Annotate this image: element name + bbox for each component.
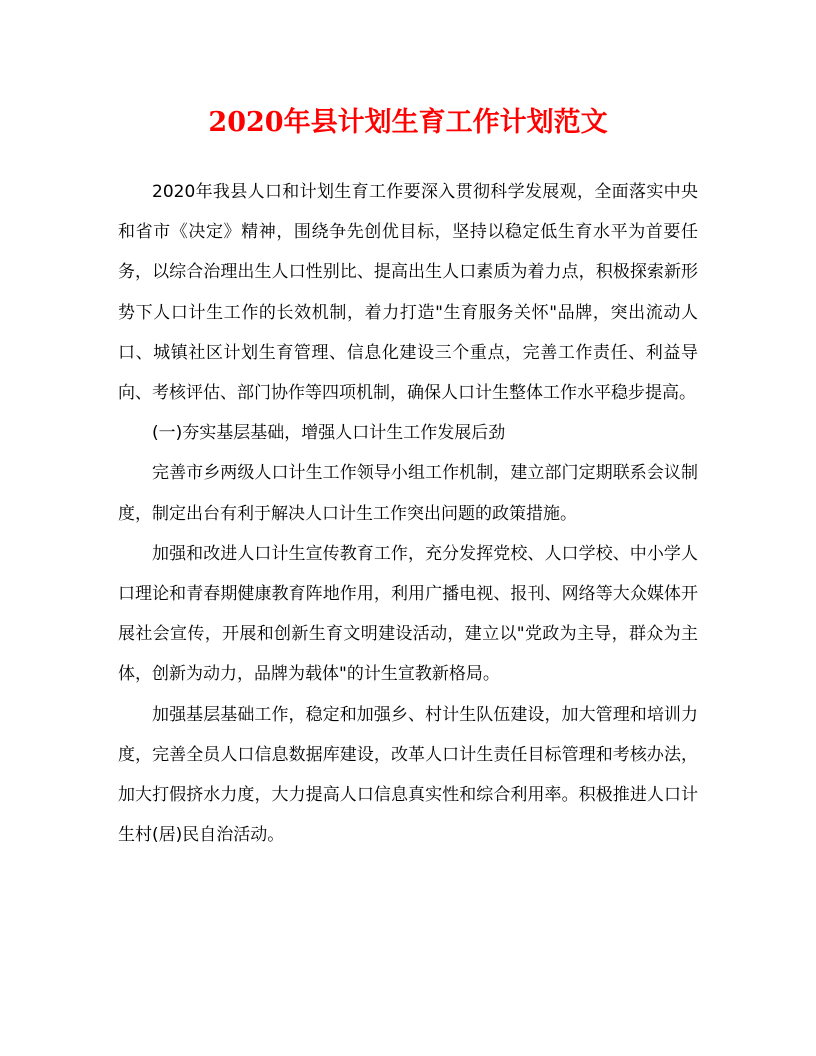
paragraph-grassroots: 加强基层基础工作，稳定和加强乡、村计生队伍建设，加大管理和培训力度，完善全员人口信息数据库建设，改革人口计生责任目标管理和考核办法，加大打假挤水力度，大力提高人口信息真实性和综合利用率。积极推进人口计生村(居)民自治活动。: [118, 704, 698, 846]
section-heading: (一)夯实基层基础，增强人口计生工作发展后劲: [152, 423, 506, 444]
paragraph-publicity: 加强和改进人口计生宣传教育工作，充分发挥党校、人口学校、中小学人口理论和青春期健康教育阵地作用，利用广播电视、报刊、网络等大众媒体开展社会宣传，开展和创新生育文明建设活动，建立以"党政为主导，群众为主体，创新为动力，品牌为载体"的计生宣教新格局。: [118, 543, 698, 685]
document-body: [118, 172, 698, 855]
paragraph-mechanism: 完善市乡两级人口计生工作领导小组工作机制，建立部门定期联系会议制度，制定出台有利于解决人口计生工作突出问题的政策措施。: [118, 463, 698, 524]
paragraph-intro: 2020年我县人口和计划生育工作要深入贯彻科学发展观，全面落实中央和省市《决定》精神，围绕争先创优目标，坚持以稳定低生育水平为首要任务，以综合治理出生人口性别比、提高出生人口素质为着力点，积极探索新形势下人口计生工作的长效机制，着力打造"生育服务关怀"品牌，突出流动人口、城镇社区计划生育管理、信息化建设三个重点，完善工作责任、利益导向、考核评估、部门协作等四项机制，确保人口计生整体工作水平稳步提高。: [118, 182, 698, 404]
document-title: 2020年县计划生育工作计划范文: [208, 107, 608, 138]
